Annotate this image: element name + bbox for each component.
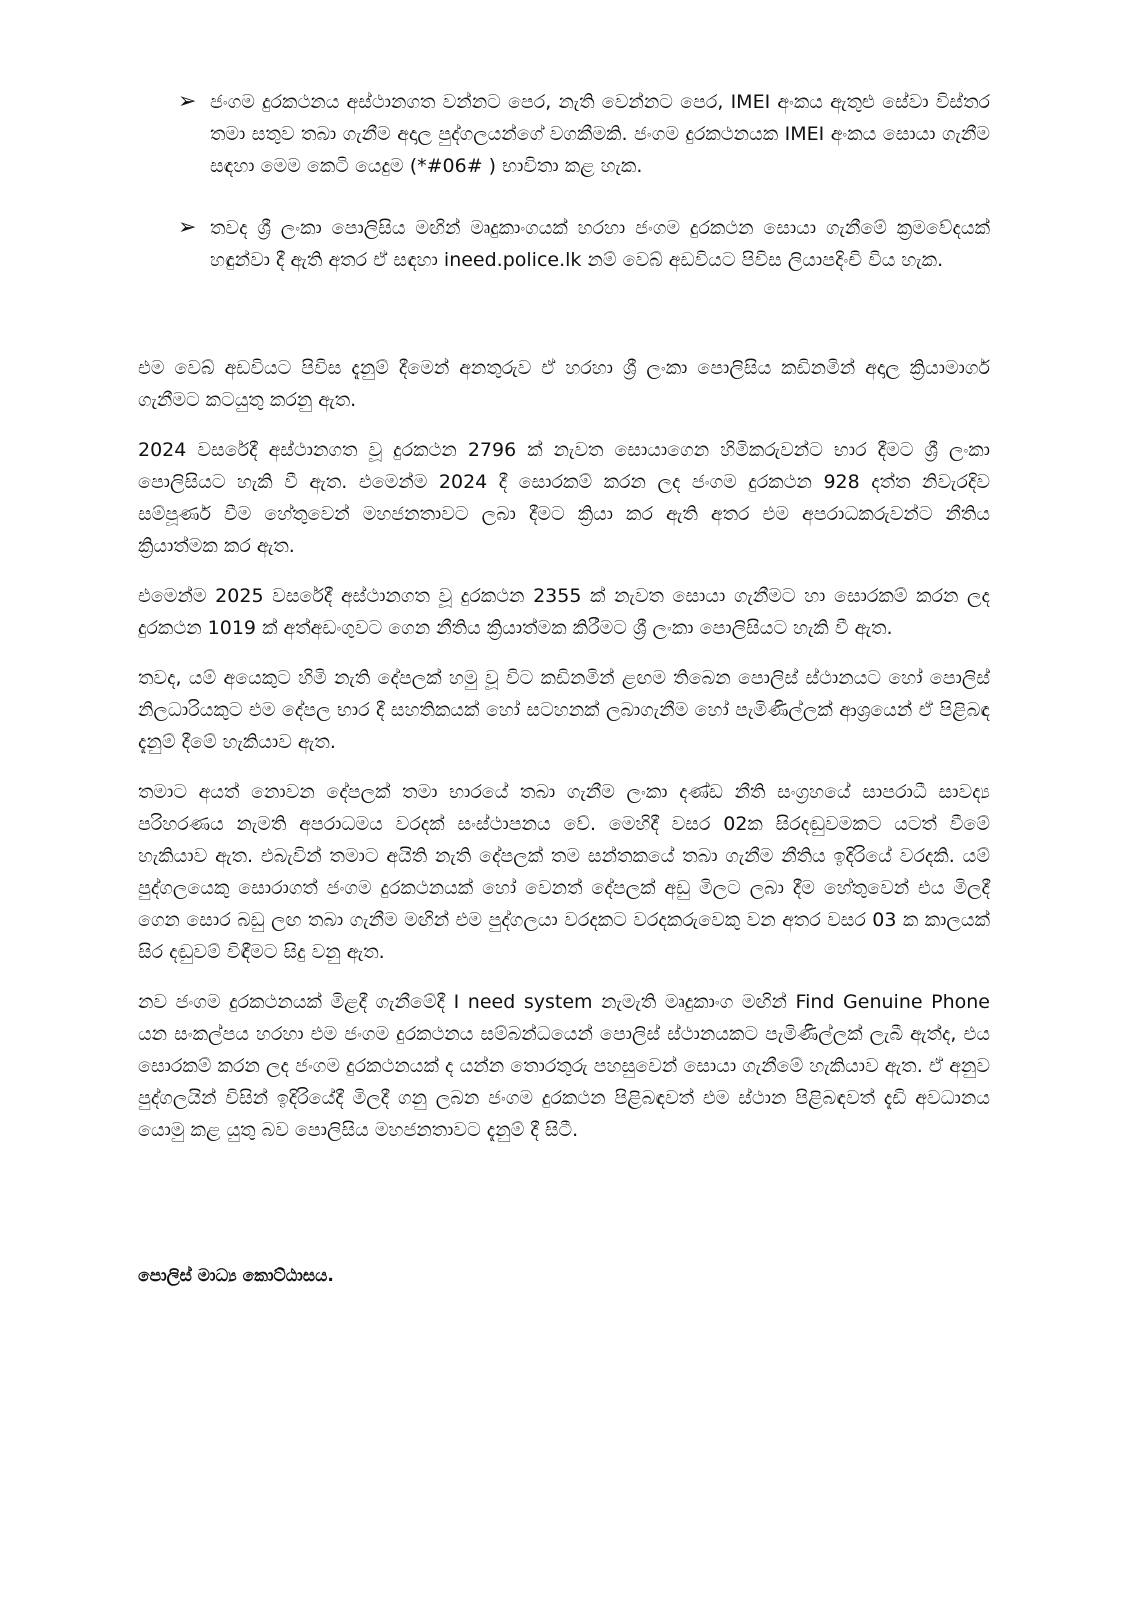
bullet-item (178, 86, 990, 182)
paragraph: නව ජංගම දුරකථනයක් මිළදී ගැනීමේදී I need system නැමැති මෘදුකාංග මඟින් Find Genuine Phone යන සංකල්පය හරහා එම ජංගම දුරකථනය සම්බන්ධයෙන් පොලිස් ස්ථානයකට පැමිණිල්ලක් ලැබී ඇත්ද, එය සොරකම් කරන ලද ජංගම දුරකථනයක් ද යන්න තොරතුරු පහසුවෙන් සොයා ගැනීමේ හැකියාව ඇත. ඒ අනුව පුද්ගලයින් විසින් ඉදිරියේදී මිලදී ගනු ලබන ජංගම දුරකථන පිළිබඳවත් එම ස්ථාන පිළිබඳවත් දැඩි අවධානය යොමු කළ යුතු බව පොලිසිය මහජනතාවට දැනුම් දී සිටී. (138, 991, 990, 1141)
body-text (138, 352, 990, 1164)
bullet-item (178, 212, 990, 276)
arrow-bullet-icon: ➢ (178, 215, 197, 240)
paragraph: 2024 වසරේදී අස්ථානගත වූ දුරකථන 2796 ක් නැවත සොයාගෙන හිමිකරුවන්ට භාර දීමට ශ්‍රී ලංකා පොලිසියට හැකි වී ඇත. එමෙන්ම 2024 දී සොරකම් කරන ලද ජංගම දුරකථන 928 දත්ත නිවැරදිව සම්පූර්ණ වීම හේතුවෙන් මහජනතාවට ලබා දීමට ක්‍රියා කර ඇති අතර එම අපරාධකරුවන්ට නීතිය ක්‍රියාත්මක කර ඇත. (138, 439, 990, 557)
bullet-list (178, 86, 990, 306)
paragraph: තමාට අයත් නොවන දේපලක් තමා භාරයේ තබා ගැනීම ලංකා දණ්ඩ නීති සංග්‍රහයේ සාපරාධී සාවද්‍ය පරිහරණය නැමති අපරාධමය වරදක් සංස්ථාපනය වේ. මෙහිදී වසර 02ක සිරදඬුවමකට යටත් වීමේ හැකියාව ඇත. එබැවින් තමාට අයිති නැති දේපලක් තම සන්තකයේ තබා ගැනීම නීතිය ඉදිරියේ වරදකි. යම් පුද්ගලයෙකු සොරාගත් ජංගම දුරකථනයක් හෝ වෙනත් දේපලක් අඩු මිලට ලබා දීම හේතුවෙන් එය මිලදී ගෙන සොර බඩු ලඟ තබා ගැනීම මඟින් එම පුද්ගලයා වරදකට වරදකරුවෙකු වන අතර වසර 03 ක කාලයක් සිර දඬුවම් විඳීමට සිදු වනු ඇත. (138, 781, 990, 963)
arrow-bullet-icon: ➢ (178, 89, 197, 114)
bullet-text: ජංගම දුරකථනය අස්ථානගත වන්නට පෙර, නැති වෙන්නට පෙර, IMEI අංකය ඇතුළු සේවා විස්තර තමා සතුව තබා ගැනීම අදාල පුද්ගලයන්ගේ වගකීමකි. ජංගම දුරකථනයක IMEI අංකය සොයා ගැනීම සඳහා මෙම කෙටි යෙදුම (*#06# ) භාවිතා කළ හැක. (210, 91, 990, 177)
paragraph: එමෙන්ම 2025 වසරේදී අස්ථානගත වූ දුරකථන 2355 ක් නැවත සොයා ගැනීමට හා සොරකම් කරන ලද දුරකථන 1019 ක් අත්අඩංගුවට ගෙන නීතිය ක්‍රියාත්මක කිරීමට ශ්‍රී ලංකා පොලිසියට හැකි වී ඇත. (138, 585, 990, 639)
bullet-text: තවද ශ්‍රී ලංකා පොලිසිය මඟින් මෘදුකාංගයක් හරහා ජංගම දුරකථන සොයා ගැනීමේ ක්‍රමවේදයක් හඳුන්වා දී ඇති අතර ඒ සඳහා ineed.police.lk නම් වෙබ් අඩවියට පිවිස ලියාපදිංචි විය හැක. (210, 217, 990, 271)
paragraph: එම වෙබ් අඩවියට පිවිස දැනුම් දීමෙන් අනතුරුව ඒ හරහා ශ්‍රී ලංකා පොලිසිය කඩිනමින් අදාල ක්‍රියාමාර්ග ගැනීමට කටයුතු කරනු ඇත. (138, 357, 990, 411)
paragraph: තවද, යම් අයෙකුට හිමි නැති දේපලක් හමු වූ විට කඩිනමින් ළඟම තිබෙන පොලිස් ස්ථානයට හෝ පොලිස් නිලධාරියකුට එම දේපල භාර දී සහතිකයක් හෝ සටහනක් ලබාගැනීම හෝ පැමිණිල්ලක් ආශ්‍රයෙන් ඒ පිළිබඳ දැනුම් දීමේ හැකියාව ඇත. (138, 667, 990, 753)
signature-line: පොලිස් මාධ්‍ය කොට්ඨාසය. (138, 1266, 334, 1286)
